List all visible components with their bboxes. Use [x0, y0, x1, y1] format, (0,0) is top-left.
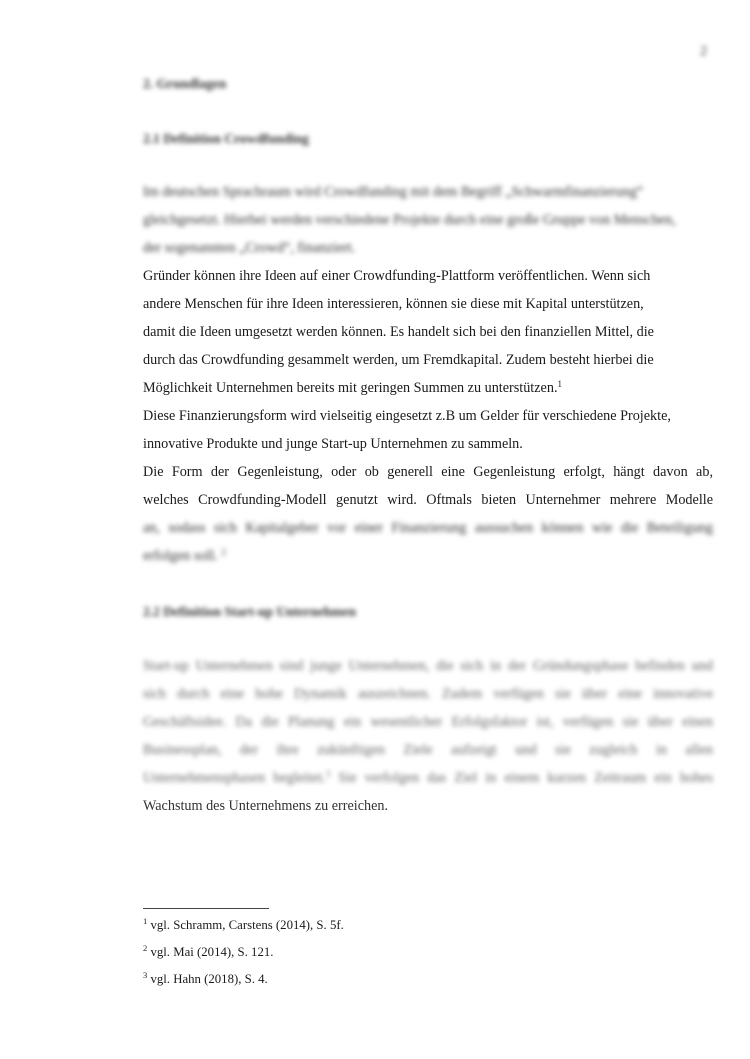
text-line: Businessplan, der ihre zukünftigen Ziele aufzeigt und sie zugleich in allen — [143, 742, 713, 758]
footnote-separator — [143, 908, 269, 909]
footnote-number: 2 — [143, 943, 148, 953]
text-line: Geschäftsidee. Da die Planung ein wesentlicher Erfolgsfaktor ist, verfügen sie über einen — [143, 714, 713, 730]
footnote-text: vgl. Schramm, Carstens (2014), S. 5f. — [150, 918, 344, 932]
footnote-text: vgl. Mai (2014), S. 121. — [150, 945, 274, 959]
text-line: andere Menschen für ihre Ideen interessieren, können sie diese mit Kapital unterstützen, — [143, 296, 644, 312]
page-number: 2 — [700, 44, 707, 59]
text-line — [143, 764, 713, 792]
paragraph-intro — [143, 178, 713, 262]
footnote-number: 1 — [143, 916, 148, 926]
text-line: Wachstum des Unternehmens zu erreichen. — [143, 798, 389, 814]
footnote-ref: 1 — [557, 379, 562, 389]
text-line: Diese Finanzierungsform wird vielseitig eingesetzt z.B um Gelder für verschiedene Projekte, — [143, 408, 671, 424]
paragraph-founders — [143, 262, 713, 402]
text-line-content: erfolgen soll. — [143, 548, 218, 564]
subsection-heading-crowdfunding: 2.1 Definition Crowdfunding — [143, 131, 309, 146]
text-line — [143, 374, 713, 402]
paragraph-models — [143, 458, 713, 570]
text-line: gleichgesetzt. Hierbei werden verschiedene Projekte durch eine große Gruppe von Menschen, — [143, 212, 676, 228]
text-line-content: Möglichkeit Unternehmen bereits mit geringen Summen zu unterstützen. — [143, 380, 558, 396]
text-line: sich durch eine hohe Dynamik auszeichnen. Zudem verfügen sie über eine innovative — [143, 686, 713, 702]
text-segment: Unternehmensphasen begleitet. — [143, 770, 326, 786]
text-line: Im deutschen Sprachraum wird Crowdfunding mit dem Begriff „Schwarmfinanzierung“ — [143, 184, 644, 200]
text-line: der sogenannten „Crowd“, finanziert. — [143, 240, 356, 256]
text-line: Gründer können ihre Ideen auf einer Crowdfunding-Plattform veröffentlichen. Wenn sich — [143, 268, 651, 284]
footnote-text: vgl. Hahn (2018), S. 4. — [150, 972, 268, 986]
text-line: durch das Crowdfunding gesammelt werden, um Fremdkapital. Zudem besteht hierbei die — [143, 352, 654, 368]
footnote-1 — [143, 918, 344, 933]
footnote-ref: 2 — [221, 547, 226, 557]
text-line: Start-up Unternehmen sind junge Unternehmen, die sich in der Gründungsphase befinden und — [143, 658, 713, 674]
subsection-heading-startup: 2.2 Definition Start-up Unternehmen — [143, 604, 356, 619]
text-line: an, sodass sich Kapitalgeber vor einer Finanzierung aussuchen können wie die Beteiligung — [143, 520, 713, 536]
section-heading: 2. Grundlagen — [143, 76, 227, 91]
footnote-3 — [143, 972, 268, 987]
text-line-content — [143, 770, 713, 786]
text-segment: Sie verfolgen das Ziel in einem kurzen Zeitraum ein hohes — [330, 770, 714, 786]
footnote-number: 3 — [143, 970, 148, 980]
text-line — [143, 542, 713, 570]
text-line: welches Crowdfunding-Modell genutzt wird. Oftmals bieten Unternehmer mehrere Modelle — [143, 492, 713, 508]
text-line: Die Form der Gegenleistung, oder ob generell eine Gegenleistung erfolgt, hängt davon ab, — [143, 464, 713, 480]
paragraph-uses — [143, 402, 713, 458]
text-line: damit die Ideen umgesetzt werden können. Es handelt sich bei den finanziellen Mittel, die — [143, 324, 654, 340]
footnote-ref: 3 — [325, 769, 331, 779]
footnote-2 — [143, 945, 273, 960]
text-line: innovative Produkte und junge Start-up Unternehmen zu sammeln. — [143, 436, 523, 452]
paragraph-startup — [143, 652, 713, 820]
